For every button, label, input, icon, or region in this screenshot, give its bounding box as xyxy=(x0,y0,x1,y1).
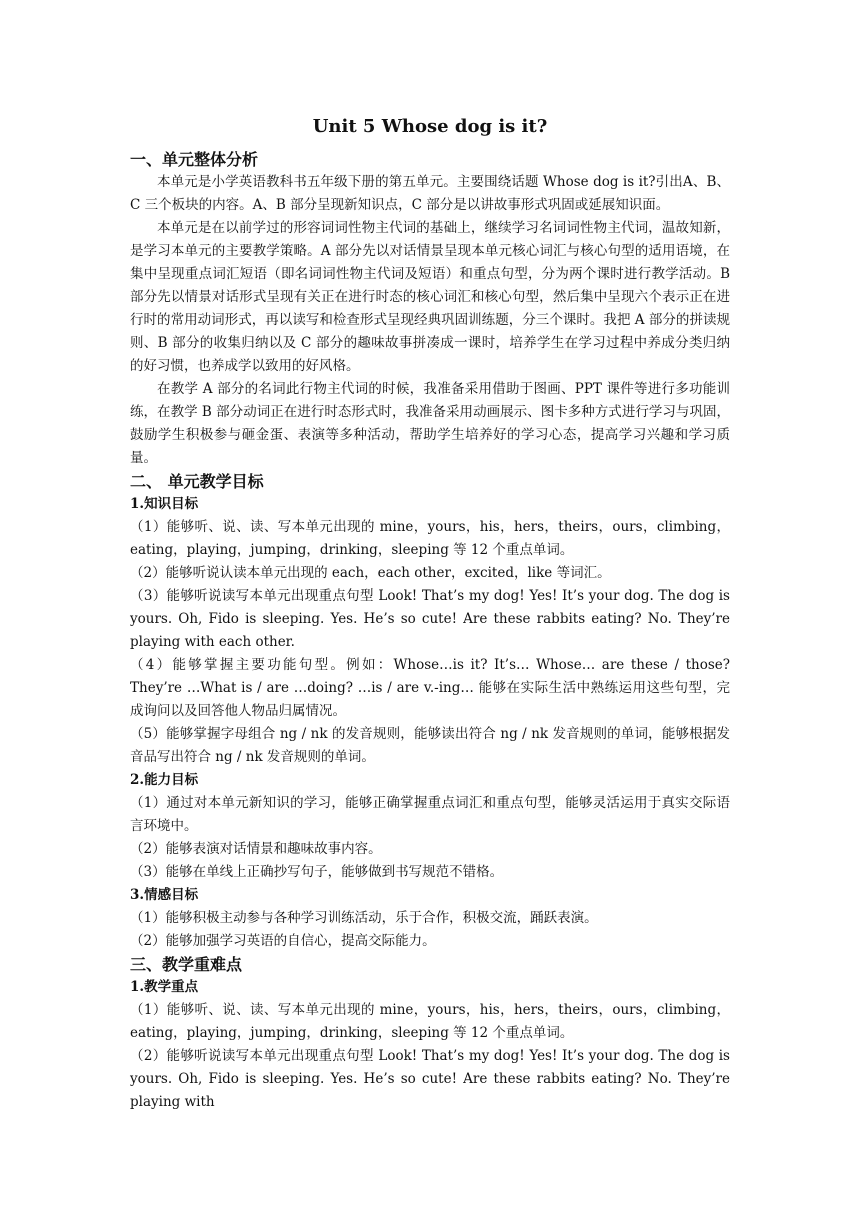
document-page xyxy=(130,112,730,1114)
list-item: （4）能够掌握主要功能句型。例如：Whose…is it? It’s… Whose… are these / those? They’re …What is / are …doing? …is / are v.-ing… 能够在实际生活中熟练运用这些句型，完成询问以及回答他人物品归属情况。 xyxy=(130,657,730,719)
list-item: （2）能够表演对话情景和趣味故事内容。 xyxy=(130,841,382,857)
subsection-heading-ability: 2.能力目标 xyxy=(130,772,199,788)
paragraph: 本单元是小学英语教科书五年级下册的第五单元。主要围绕话题 Whose dog is it?引出A、B、C 三个板块的内容。A、B 部分呈现新知识点，C 部分是以讲故事形式巩固或延展知识面。 xyxy=(130,174,730,213)
list-item: （3）能够听说读写本单元出现重点句型 Look! That’s my dog! Yes! It’s your dog. The dog is yours. Oh, Fido is sleeping. Yes. He’s so cute! Are these rabbits eating? No. They’re playing with each other. xyxy=(130,588,730,650)
list-item: （2）能够听说读写本单元出现重点句型 Look! That’s my dog! Yes! It’s your dog. The dog is yours. Oh, Fido is sleeping. Yes. He’s so cute! Are these rabbits eating? No. They’re playing with xyxy=(130,1048,730,1110)
section-heading-analysis: 一、单元整体分析 xyxy=(130,150,259,169)
paragraph: 在教学 A 部分的名词此行物主代词的时候，我准备采用借助于图画、PPT 课件等进行多功能训练，在教学 B 部分动词正在进行时态形式时，我准备采用动画展示、图卡多种方式进行学习与巩固，鼓励学生积极参与砸金蛋、表演等多种活动，帮助学生培养好的学习心态，提高学习兴趣和学习质量。 xyxy=(130,381,730,466)
list-item: （3）能够在单线上正确抄写句子，能够做到书写规范不错格。 xyxy=(130,864,504,880)
list-item: （5）能够掌握字母组合 ng / nk 的发音规则，能够读出符合 ng / nk 发音规则的单词，能够根据发音品写出符合 ng / nk 发音规则的单词。 xyxy=(130,726,730,765)
list-item: （1）能够听、说、读、写本单元出现的 mine，yours，his，hers，theirs，ours，climbing，eating，playing，jumping，drinking，sleeping 等 12 个重点单词。 xyxy=(130,1002,730,1041)
subsection-heading-teaching-focus: 1.教学重点 xyxy=(130,979,199,995)
subsection-heading-knowledge: 1.知识目标 xyxy=(130,496,199,512)
list-item: （1）能够听、说、读、写本单元出现的 mine，yours，his，hers，theirs，ours，climbing，eating，playing，jumping，drinking，sleeping 等 12 个重点单词。 xyxy=(130,519,730,558)
list-item: （1）通过对本单元新知识的学习，能够正确掌握重点词汇和重点句型，能够灵活运用于真实交际语言环境中。 xyxy=(130,795,730,834)
list-item: （1）能够积极主动参与各种学习训练活动，乐于合作，积极交流，踊跃表演。 xyxy=(130,910,598,926)
paragraph: 本单元是在以前学过的形容词词性物主代词的基础上，继续学习名词词性物主代词，温故知新，是学习本单元的主要教学策略。A 部分先以对话情景呈现本单元核心词汇与核心句型的适用语境，在集中呈现重点词汇短语（即名词词性物主代词及短语）和重点句型，分为两个课时进行教学活动。B 部分先以情景对话形式呈现有关正在进行时态的核心词汇和核心句型，然后集中呈现六个表示正在进行时的常用动词形式，再以读写和检查形式呈现经典巩固训练题，分三个课时。我把 A 部分的拼读规则、B 部分的收集归纳以及 C 部分的趣味故事拼凑成一课时，培养学生在学习过程中养成分类归纳的好习惯，也养成学以致用的好风格。 xyxy=(130,220,730,374)
document-title: Unit 5 Whose dog is it? xyxy=(312,116,548,137)
subsection-heading-emotion: 3.情感目标 xyxy=(130,887,199,903)
list-item: （2）能够加强学习英语的自信心，提高交际能力。 xyxy=(130,933,436,949)
section-heading-objectives: 二、 单元教学目标 xyxy=(130,472,264,491)
section-heading-key-points: 三、教学重难点 xyxy=(130,955,243,974)
list-item: （2）能够听说认读本单元出现的 each，each other，excited，like 等词汇。 xyxy=(130,565,611,581)
